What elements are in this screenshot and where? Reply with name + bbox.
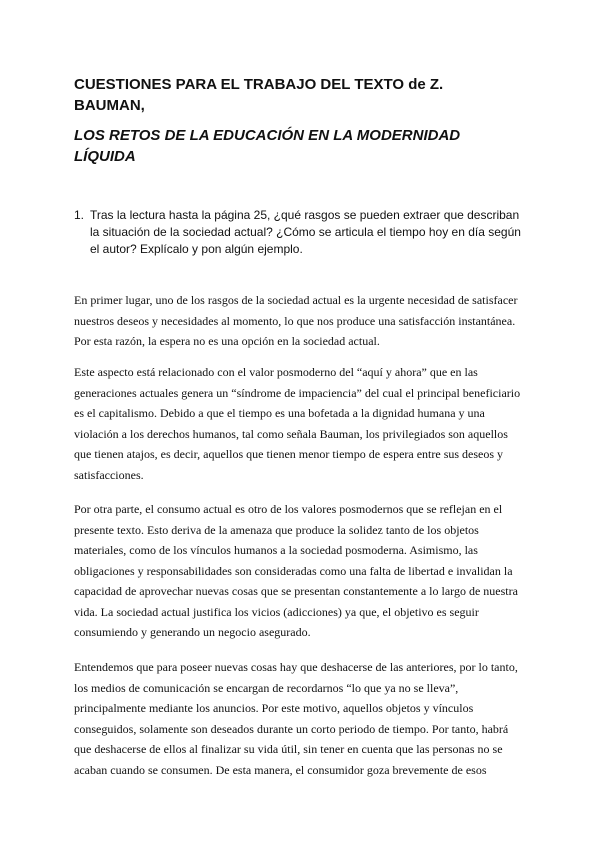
answer-paragraph-2: Este aspecto está relacionado con el valor posmoderno del “aquí y ahora” que en las generaciones actuales genera un “síndrome de impaciencia” del cual el principal beneficiario es el capitalismo. Debido a que el tiempo es una bofetada a la dignidad humana y una violación a los derechos humanos, tal como señala Bauman, los privilegiados son aquellos que tienen atajos, es decir, aquellos que tienen menor tiempo de espera entre sus deseos y satisfacciones. (74, 365, 521, 482)
question-text: Tras la lectura hasta la página 25, ¿qué rasgos se pueden extraer que describan la situación de la sociedad actual? ¿Cómo se articula el tiempo hoy en día según el autor? Explícalo y pon algún ejemplo. (90, 208, 521, 256)
question-item (74, 207, 524, 258)
answer-paragraph-4: Entendemos que para poseer nuevas cosas hay que deshacerse de las anteriores, por lo tanto, los medios de comunicación se encargan de recordarnos “lo que ya no se lleva”, principalmente mediante los anuncios. Por este motivo, aquellos objetos y vínculos conseguidos, solamente son deseados durante un corto periodo de tiempo. Por tanto, habrá que deshacerse de ellos al finalizar su vida útil, sin tener en cuenta que las personas no se acaban cuando se consumen. De esta manera, el consumidor goza brevemente de esos (74, 660, 518, 777)
answer-paragraph-1: En primer lugar, uno de los rasgos de la sociedad actual es la urgente necesidad de satisfacer nuestros deseos y necesidades al momento, lo que nos produce una satisfacción instantánea. Por esta razón, la espera no es una opción en la sociedad actual. (74, 293, 518, 348)
question-number: 1. (74, 208, 85, 222)
document-subtitle: LOS RETOS DE LA EDUCACIÓN EN LA MODERNIDAD LÍQUIDA (74, 127, 461, 165)
document-title: CUESTIONES PARA EL TRABAJO DEL TEXTO de Z. BAUMAN, (74, 76, 444, 114)
answer-paragraph-3: Por otra parte, el consumo actual es otro de los valores posmodernos que se reflejan en el presente texto. Esto deriva de la amenaza que produce la solidez tanto de los objetos materiales, como de los vínculos humanos a la sociedad posmoderna. Asimismo, las obligaciones y responsabilidades son consideradas como una falta de libertad e invalidan la capacidad de aprovechar nuevas cosas que se presentan constantemente a lo largo de nuestra vida. La sociedad actual justifica los vicios (adicciones) ya que, el objetivo es seguir consumiendo y generando un negocio asegurado. (74, 502, 518, 639)
